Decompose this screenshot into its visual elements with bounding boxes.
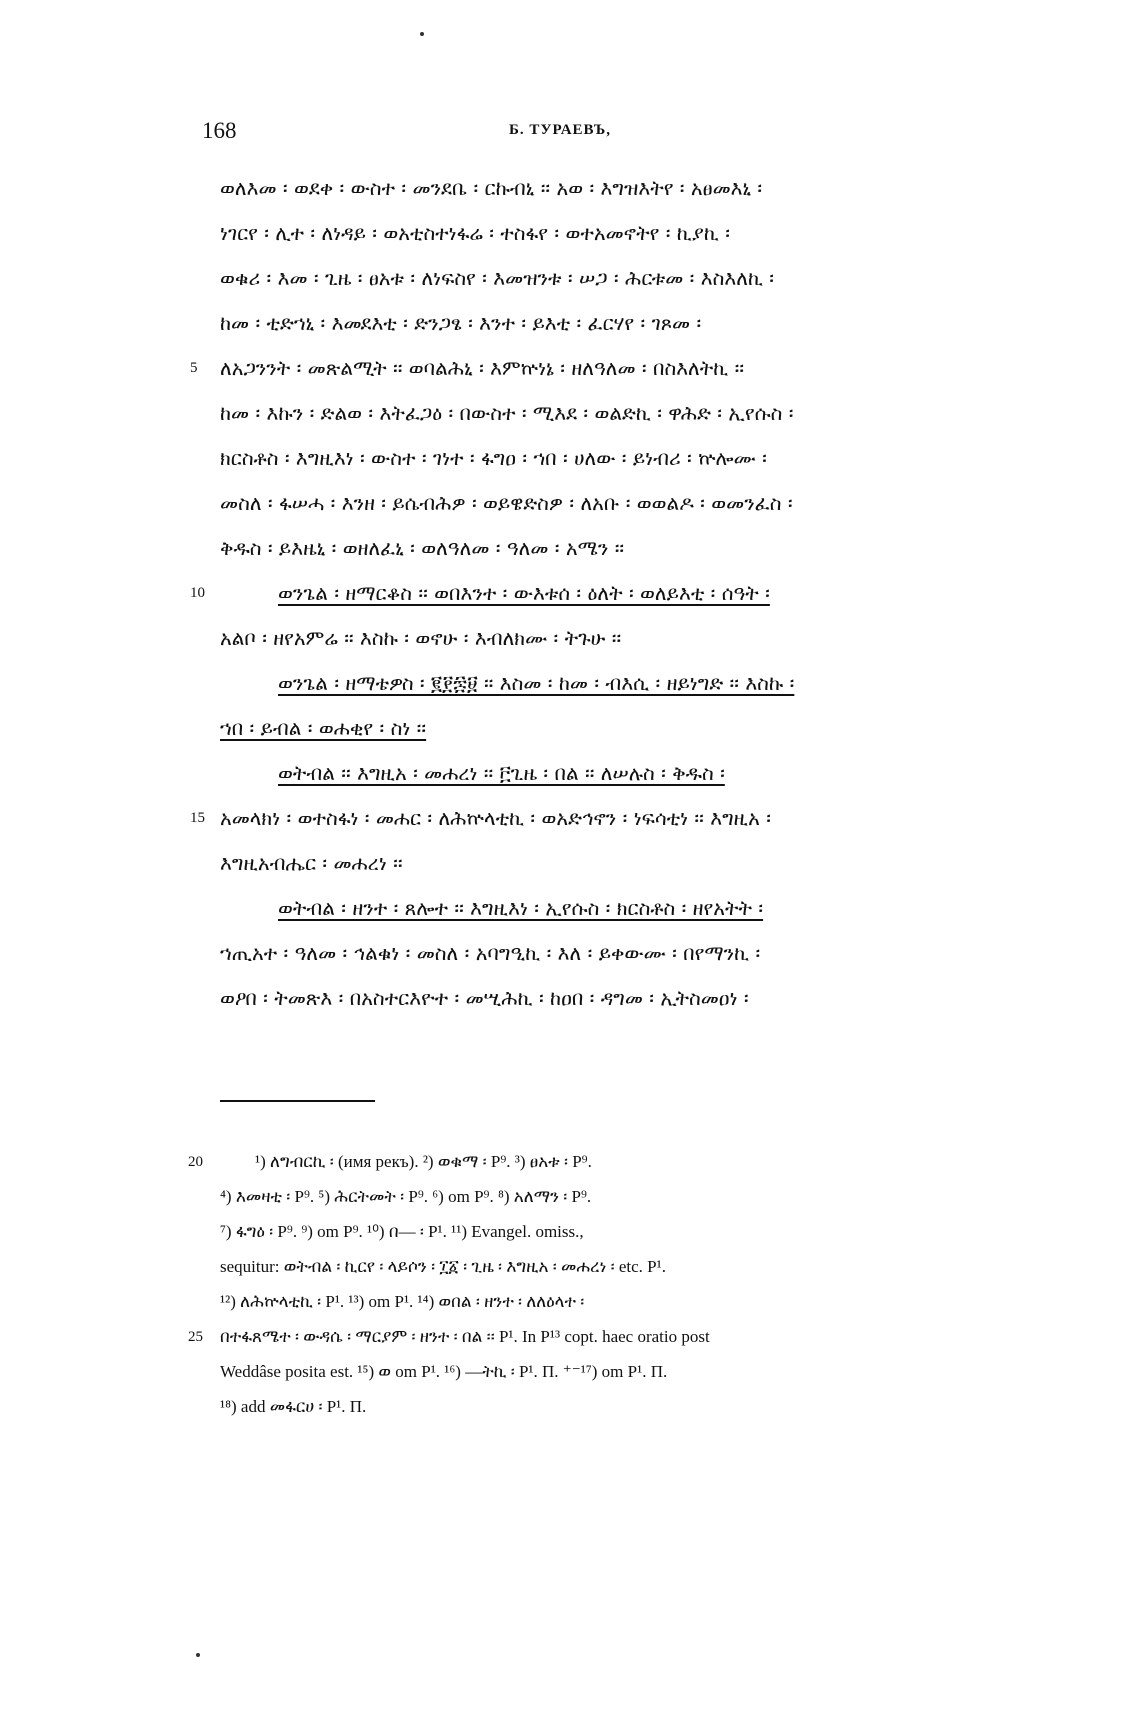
text-line: እግዚአብሔር ፡ መሐረነ ፡፡ xyxy=(220,851,403,875)
text-line: ለአጋንንት ፡ መጽልሚት ፡፡ ወባልሕኒ ፡ እምኵነኔ ፡ ዘለዓለመ ፡ በስእለትኪ ፡፡ xyxy=(220,356,745,380)
rubric-text: ኀበ ፡ ይብል ፡ ወሐቂየ ፡ ስነ ፡፡ xyxy=(220,716,427,740)
footnote-line: ¹²) ለሕኵላቲኪ ፡ P¹. ¹³) om P¹. ¹⁴) ወበል ፡ ዘንተ ፡ ለለዕላተ ፡ xyxy=(220,1292,585,1311)
rubric-text: ወትብል ፡፡ እግዚአ ፡ መሐረነ ፡፡ ፫ጊዜ ፡ በል ፡፡ ለሠሉስ ፡ ቅዱስ ፡ xyxy=(278,761,725,785)
footnote-line: Weddâse posita est. ¹⁵) ወ om P¹. ¹⁶) —ትኪ ፡ P¹. П. ⁺⁻¹⁷) om P¹. П. xyxy=(220,1362,668,1381)
text-line xyxy=(220,710,1000,746)
line-number: 15 xyxy=(190,810,205,826)
print-speck xyxy=(420,32,424,36)
footnote-line: sequitur: ወትብል ፡ ኪርየ ፡ ላይሶን ፡ ፲፩ ፡ ጊዜ ፡ እግዚአ ፡ መሐረነ ፡ etc. P¹. xyxy=(220,1257,666,1276)
text-line: ክርስቶስ ፡ እግዚእነ ፡ ውስተ ፡ ገነተ ፡ ፋግዐ ፡ ኀበ ፡ ሀለው ፡ ይነብሪ ፡ ኵሎሙ ፡ xyxy=(220,446,767,470)
line-number: 25 xyxy=(188,1329,203,1345)
footnote-line: ⁷) ፋግዕ ፡ P⁹. ⁹) om P⁹. ¹⁰) በ— ፡ P¹. ¹¹) Evangel. omiss., xyxy=(220,1222,584,1241)
text-line: ቅዱስ ፡ ይእዜኒ ፡ ወዘለፈኒ ፡ ወለዓለመ ፡ ዓለመ ፡ አሜን ፡፡ xyxy=(220,536,625,560)
running-head: Б. ТУРАЕВЪ, xyxy=(509,122,611,138)
text-line: አመላክነ ፡ ወተስፋነ ፡ መሐር ፡ ለሕኵላቲኪ ፡ ወአድኅኖን ፡ ነፍሳቲነ ፡፡ እግዚአ ፡ xyxy=(220,806,771,830)
page-number: 168 xyxy=(202,118,237,143)
line-number: 20 xyxy=(188,1154,203,1170)
text-line: ወለእመ ፡ ወደቀ ፡ ውስተ ፡ መንደቤ ፡ ርኩብኒ ፡፡ አወ ፡ እግዝእትየ ፡ አፀመእኒ ፡ xyxy=(220,176,763,200)
footnote-line: ⁴) እመዛቲ ፡ P⁹. ⁵) ሕርትመት ፡ P⁹. ⁶) om P⁹. ⁸) አለማን ፡ P⁹. xyxy=(220,1187,592,1206)
line-number: 10 xyxy=(190,585,205,601)
text-line: ከመ ፡ እኩን ፡ ድልወ ፡ እትፈጋዕ ፡ በውስተ ፡ ሚእደ ፡ ወልድኪ ፡ ዋሕድ ፡ ኢየሱስ ፡ xyxy=(220,401,794,425)
text-line: ነገርየ ፡ ሊተ ፡ ለነዳይ ፡ ወአቲስተነፋሬ ፡ ተስፋየ ፡ ወተአመኖትየ ፡ ኪያኪ ፡ xyxy=(220,221,730,245)
text-line-rubric xyxy=(278,575,1000,611)
text-line: ኀጢአተ ፡ ዓለመ ፡ ኅልቁነ ፡ መስለ ፡ አባግዒኪ ፡ እለ ፡ ይቀውሙ ፡ በየማንኪ ፡ xyxy=(220,941,761,965)
text-line: ከመ ፡ ቲድኀኒ ፡ እመደእቲ ፡ ድንጋፄ ፡ እንተ ፡ ይእቲ ፡ ፈርሃየ ፡ ገጾመ ፡ xyxy=(220,311,702,335)
text-line-rubric xyxy=(278,755,1000,791)
rubric-text: ወንጌል ፡ ዘማርቆስ ፡፡ ወበእንተ ፡ ውእቱሰ ፡ ዕለት ፡ ወለይእቲ ፡ ሰዓት ፡ xyxy=(278,581,770,605)
footnote-line: በተፋጸሜተ ፡ ውዳሴ ፡ ማርያም ፡ ዘንተ ፡ በል ፡፡ P¹. In P¹³ copt. haec oratio post xyxy=(220,1327,710,1346)
text-line: ወቁሪ ፡ እመ ፡ ጊዜ ፡ ፀአቱ ፡ ለነፍስየ ፡ እመዝንቱ ፡ ሠጋ ፡ ሕርቱመ ፡ እስእለኪ ፡ xyxy=(220,266,775,290)
footnote-separator xyxy=(220,1100,375,1102)
footnote-line: ¹) ለግብርኪ ፡ (имя рекъ). ²) ወቁማ ፡ P⁹. ³) ፀአቱ ፡ P⁹. xyxy=(255,1152,592,1171)
text-line-rubric xyxy=(278,665,1000,701)
page-header xyxy=(200,118,920,152)
footnote-line: ¹⁸) add መፋርሀ ፡ P¹. П. xyxy=(220,1397,367,1416)
text-line: አልቦ ፡ ዘየአምሬ ፡፡ እስኩ ፡ ወኖሁ ፡ እብለክሙ ፡ ትጉሁ ፡፡ xyxy=(220,626,622,650)
rubric-text: ወትብል ፡ ዘንተ ፡ ጸሎተ ፡፡ እግዚእነ ፡ ኢየሱስ ፡ ክርስቶስ ፡ ዘየአትት ፡ xyxy=(278,896,764,920)
text-line-rubric xyxy=(278,890,1000,926)
print-speck xyxy=(196,1653,200,1657)
text-line: ወዖበ ፡ ትመጽእ ፡ በአስተርእዮተ ፡ መሢሕኪ ፡ ከዐበ ፡ ዳግመ ፡ ኢትስመዐነ ፡ xyxy=(220,986,749,1010)
text-line: መስለ ፡ ፋሠሓ ፡ እንዘ ፡ ይሴብሕዎ ፡ ወይዌድስዎ ፡ ለአቡ ፡ ወወልዶ ፡ ወመንፈስ ፡ xyxy=(220,491,793,515)
line-number: 5 xyxy=(190,360,198,376)
rubric-text: ወንጌል ፡ ዘማቴዎስ ፡ ፪፻፷፱ ፡፡ እስመ ፡ ከመ ፡ ብእሲ ፡ ዘይነግድ ፡፡ እስኩ ፡ xyxy=(278,671,795,695)
